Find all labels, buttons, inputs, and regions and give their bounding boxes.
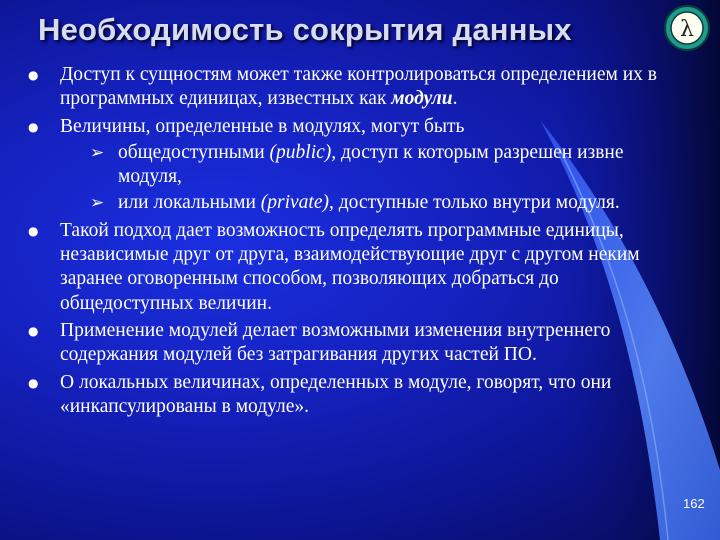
bullet-item (28, 371, 668, 420)
bullet-text: О локальных величинах, определенных в модуле, говорят, что они «инкапсулированы в модуле». (60, 371, 612, 417)
sub-bullet-text-tail: доступ к которым разрешен извне модуля, (118, 141, 624, 188)
emphasis-text: модули (391, 88, 453, 110)
bullet-text: Доступ к сущностям может также контролироваться определением их в программных единицах, известных как (60, 64, 657, 110)
bullet-item (28, 319, 668, 368)
page-number: 162 (683, 496, 705, 511)
arrow-bullet-icon: ➢ (90, 142, 105, 163)
bullet-text: Величины, определенные в модулях, могут быть (60, 115, 465, 137)
emphasis-text: (public), (269, 141, 337, 163)
bullet-text: Такой подход дает возможность определять программные единицы, независимые друг от друга, взаимодействующие друг с другом неким заранее оговоренным способом, позволяющих добраться до общедоступных величин. (60, 219, 640, 314)
bullet-text: Применение модулей делает возможными изменения внутреннего содержания модулей без затрагивания других частей ПО. (60, 319, 611, 366)
bullet-dot-icon: ● (28, 223, 39, 238)
sub-bullet-text: или локальными (118, 192, 261, 214)
sub-bullet-item (60, 141, 668, 190)
arrow-bullet-icon: ➢ (90, 193, 105, 214)
logo-symbol: λ (680, 17, 694, 42)
bullet-text-tail: . (452, 88, 458, 110)
bullet-list (28, 63, 668, 422)
sub-bullet-text-tail: доступные только внутри модуля. (333, 192, 620, 214)
bullet-dot-icon: ● (28, 68, 39, 82)
bullet-dot-icon: ● (28, 119, 39, 134)
bullet-item (28, 63, 668, 112)
sub-bullet-text: общедоступными (118, 141, 270, 163)
bullet-item (28, 115, 668, 216)
emphasis-text: (private), (260, 192, 334, 214)
slide-title: Необходимость сокрытия данных (38, 12, 572, 47)
lambda-logo-icon (663, 4, 711, 52)
bullet-item (28, 219, 668, 316)
bullet-dot-icon: ● (28, 375, 39, 390)
sub-bullet-item (60, 191, 668, 215)
bullet-dot-icon: ● (28, 323, 39, 338)
